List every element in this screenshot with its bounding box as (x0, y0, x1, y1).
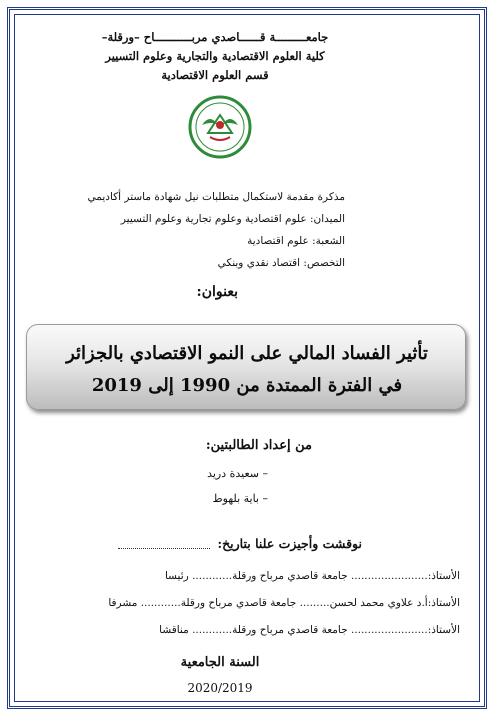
student-name: – باية بلهوط (212, 492, 268, 505)
jury-row (28, 597, 460, 609)
specialty-line: التخصص: اقتصاد نقدي وبنكي (217, 257, 345, 269)
field-line: الميدان: علوم اقتصادية وعلوم تجارية وعلوم التسيير (120, 213, 345, 225)
jury-title: الأستاذ:أ.د علاوي محمد لحسن......... (299, 597, 460, 609)
title-label: بعنوان: (196, 284, 238, 300)
title-box (26, 324, 466, 410)
university-seal-icon (188, 95, 252, 159)
jury-university: جامعة قاصدي مرباح ورقلة............ (140, 597, 297, 609)
discussion-date-label: نوقشت وأجيزت علنا بتاريخ: (217, 536, 362, 551)
academic-year-label: السنة الجامعية (180, 655, 260, 670)
date-dotted-line (118, 548, 210, 549)
jury-role: مشرفا (108, 597, 138, 609)
jury-university: جامعة قاصدي مرباح ورقلة............ (192, 570, 348, 582)
academic-year: 2020/2019 (187, 681, 253, 695)
header-block (50, 28, 380, 85)
jury-role: رئيسا (164, 570, 189, 582)
memo-line: مذكرة مقدمة لاستكمال متطلبات نيل شهادة ماستر أكاديمي (87, 191, 345, 203)
jury-row (28, 570, 460, 582)
jury-role: مناقشا (159, 624, 189, 636)
faculty-name: كلية العلوم الاقتصادية والتجارية وعلوم التسيير (105, 49, 325, 63)
university-name: جامعـــــــــة قــــــاصدي مربـــــــــــاح –ورقلة– (101, 30, 329, 44)
jury-title: الأستاذ:....................... (350, 624, 460, 636)
student-name: – سعيدة دريد (207, 467, 268, 480)
thesis-info (85, 186, 345, 274)
jury-university: جامعة قاصدي مرباح ورقلة............ (192, 624, 348, 636)
title-line-1: تأثير الفساد المالي على النمو الاقتصادي بالجزائر (66, 343, 428, 364)
jury-row (28, 624, 460, 636)
jury-title: الأستاذ:....................... (350, 570, 460, 582)
branch-line: الشعبة: علوم اقتصادية (247, 235, 345, 247)
title-line-2: في الفترة الممتدة من 1990 إلى 2019 (91, 375, 403, 396)
prepared-by-label: من إعداد الطالبتين: (205, 438, 312, 453)
department-name: قسم العلوم الاقتصادية (161, 68, 269, 82)
